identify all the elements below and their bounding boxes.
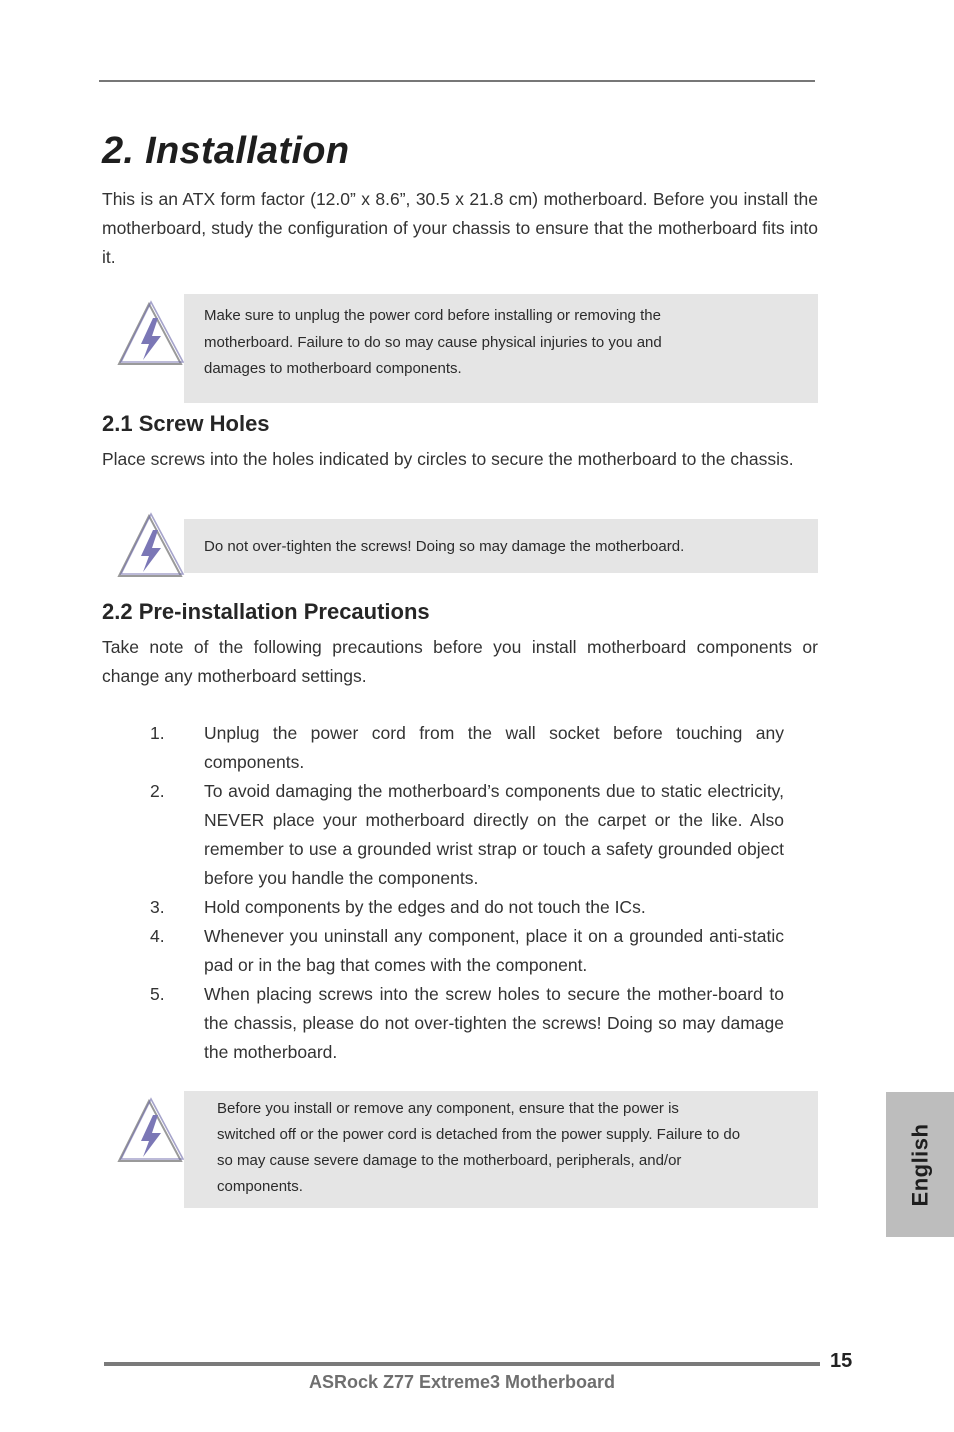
item-number: 5. xyxy=(150,984,165,1004)
warning-icon xyxy=(113,1097,185,1165)
page-number: 15 xyxy=(830,1350,853,1372)
note-line: motherboard. Failure to do so may cause physical injuries to you and xyxy=(204,333,662,351)
warning-icon xyxy=(113,512,185,580)
note-line: so may cause severe damage to the motherboard, peripherals, and/or xyxy=(217,1152,682,1169)
intro-paragraph: This is an ATX form factor (12.0” x 8.6”, 30.5 x 21.8 cm) motherboard. Before you install the motherboard, study the configuration of your chassis to ensure that the motherboard fits into it. xyxy=(102,189,818,267)
precautions-paragraph: Take note of the following precautions before you install motherboard components or change any motherboard settings. xyxy=(102,637,818,686)
list-item xyxy=(150,893,784,922)
list-item xyxy=(150,922,784,980)
list-item xyxy=(150,719,784,777)
page-title: 2. Installation xyxy=(102,130,350,172)
top-rule xyxy=(99,80,815,82)
item-text: To avoid damaging the motherboard’s components due to static electricity, NEVER place your motherboard directly on the carpet or the like. Also remember to use a grounded wrist strap or touch a safety grounded object before you handle the components. xyxy=(204,781,784,888)
item-number: 3. xyxy=(150,897,165,917)
language-tab-label: English xyxy=(907,1123,933,1206)
note-screws xyxy=(184,519,818,573)
item-text: When placing screws into the screw holes to secure the mother-board to the chassis, please do not over-tighten the screws! Doing so may damage the motherboard. xyxy=(204,984,784,1062)
item-text: Hold components by the edges and do not touch the ICs. xyxy=(204,897,646,917)
item-number: 2. xyxy=(150,781,165,801)
heading-pre-installation: 2.2 Pre-installation Precautions xyxy=(102,599,430,624)
note-line: Before you install or remove any component, ensure that the power is xyxy=(217,1100,679,1117)
note-power-cord xyxy=(184,294,818,403)
note-line: Make sure to unplug the power cord before installing or removing the xyxy=(204,307,661,324)
item-text: Whenever you uninstall any component, place it on a grounded anti-static pad or in the bag that comes with the component. xyxy=(204,926,784,975)
language-tab xyxy=(886,1092,954,1237)
screw-holes-paragraph: Place screws into the holes indicated by circles to secure the motherboard to the chassis. xyxy=(102,449,794,469)
list-item xyxy=(150,777,784,893)
item-number: 1. xyxy=(150,723,165,743)
note-power-off xyxy=(184,1091,818,1208)
note-line: switched off or the power cord is detached from the power supply. Failure to do xyxy=(217,1126,741,1143)
note-text: Do not over-tighten the screws! Doing so may damage the motherboard. xyxy=(204,537,685,555)
warning-icon xyxy=(113,300,185,368)
footer-title: ASRock Z77 Extreme3 Motherboard xyxy=(308,1372,616,1392)
note-line: damages to motherboard components. xyxy=(204,360,462,377)
heading-screw-holes: 2.1 Screw Holes xyxy=(102,411,270,436)
list-item xyxy=(150,980,784,1067)
bottom-rule xyxy=(104,1362,820,1366)
item-text: Unplug the power cord from the wall socket before touching any components. xyxy=(204,723,784,772)
precautions-list xyxy=(150,719,784,1067)
note-line: components. xyxy=(217,1178,303,1195)
item-number: 4. xyxy=(150,926,165,946)
